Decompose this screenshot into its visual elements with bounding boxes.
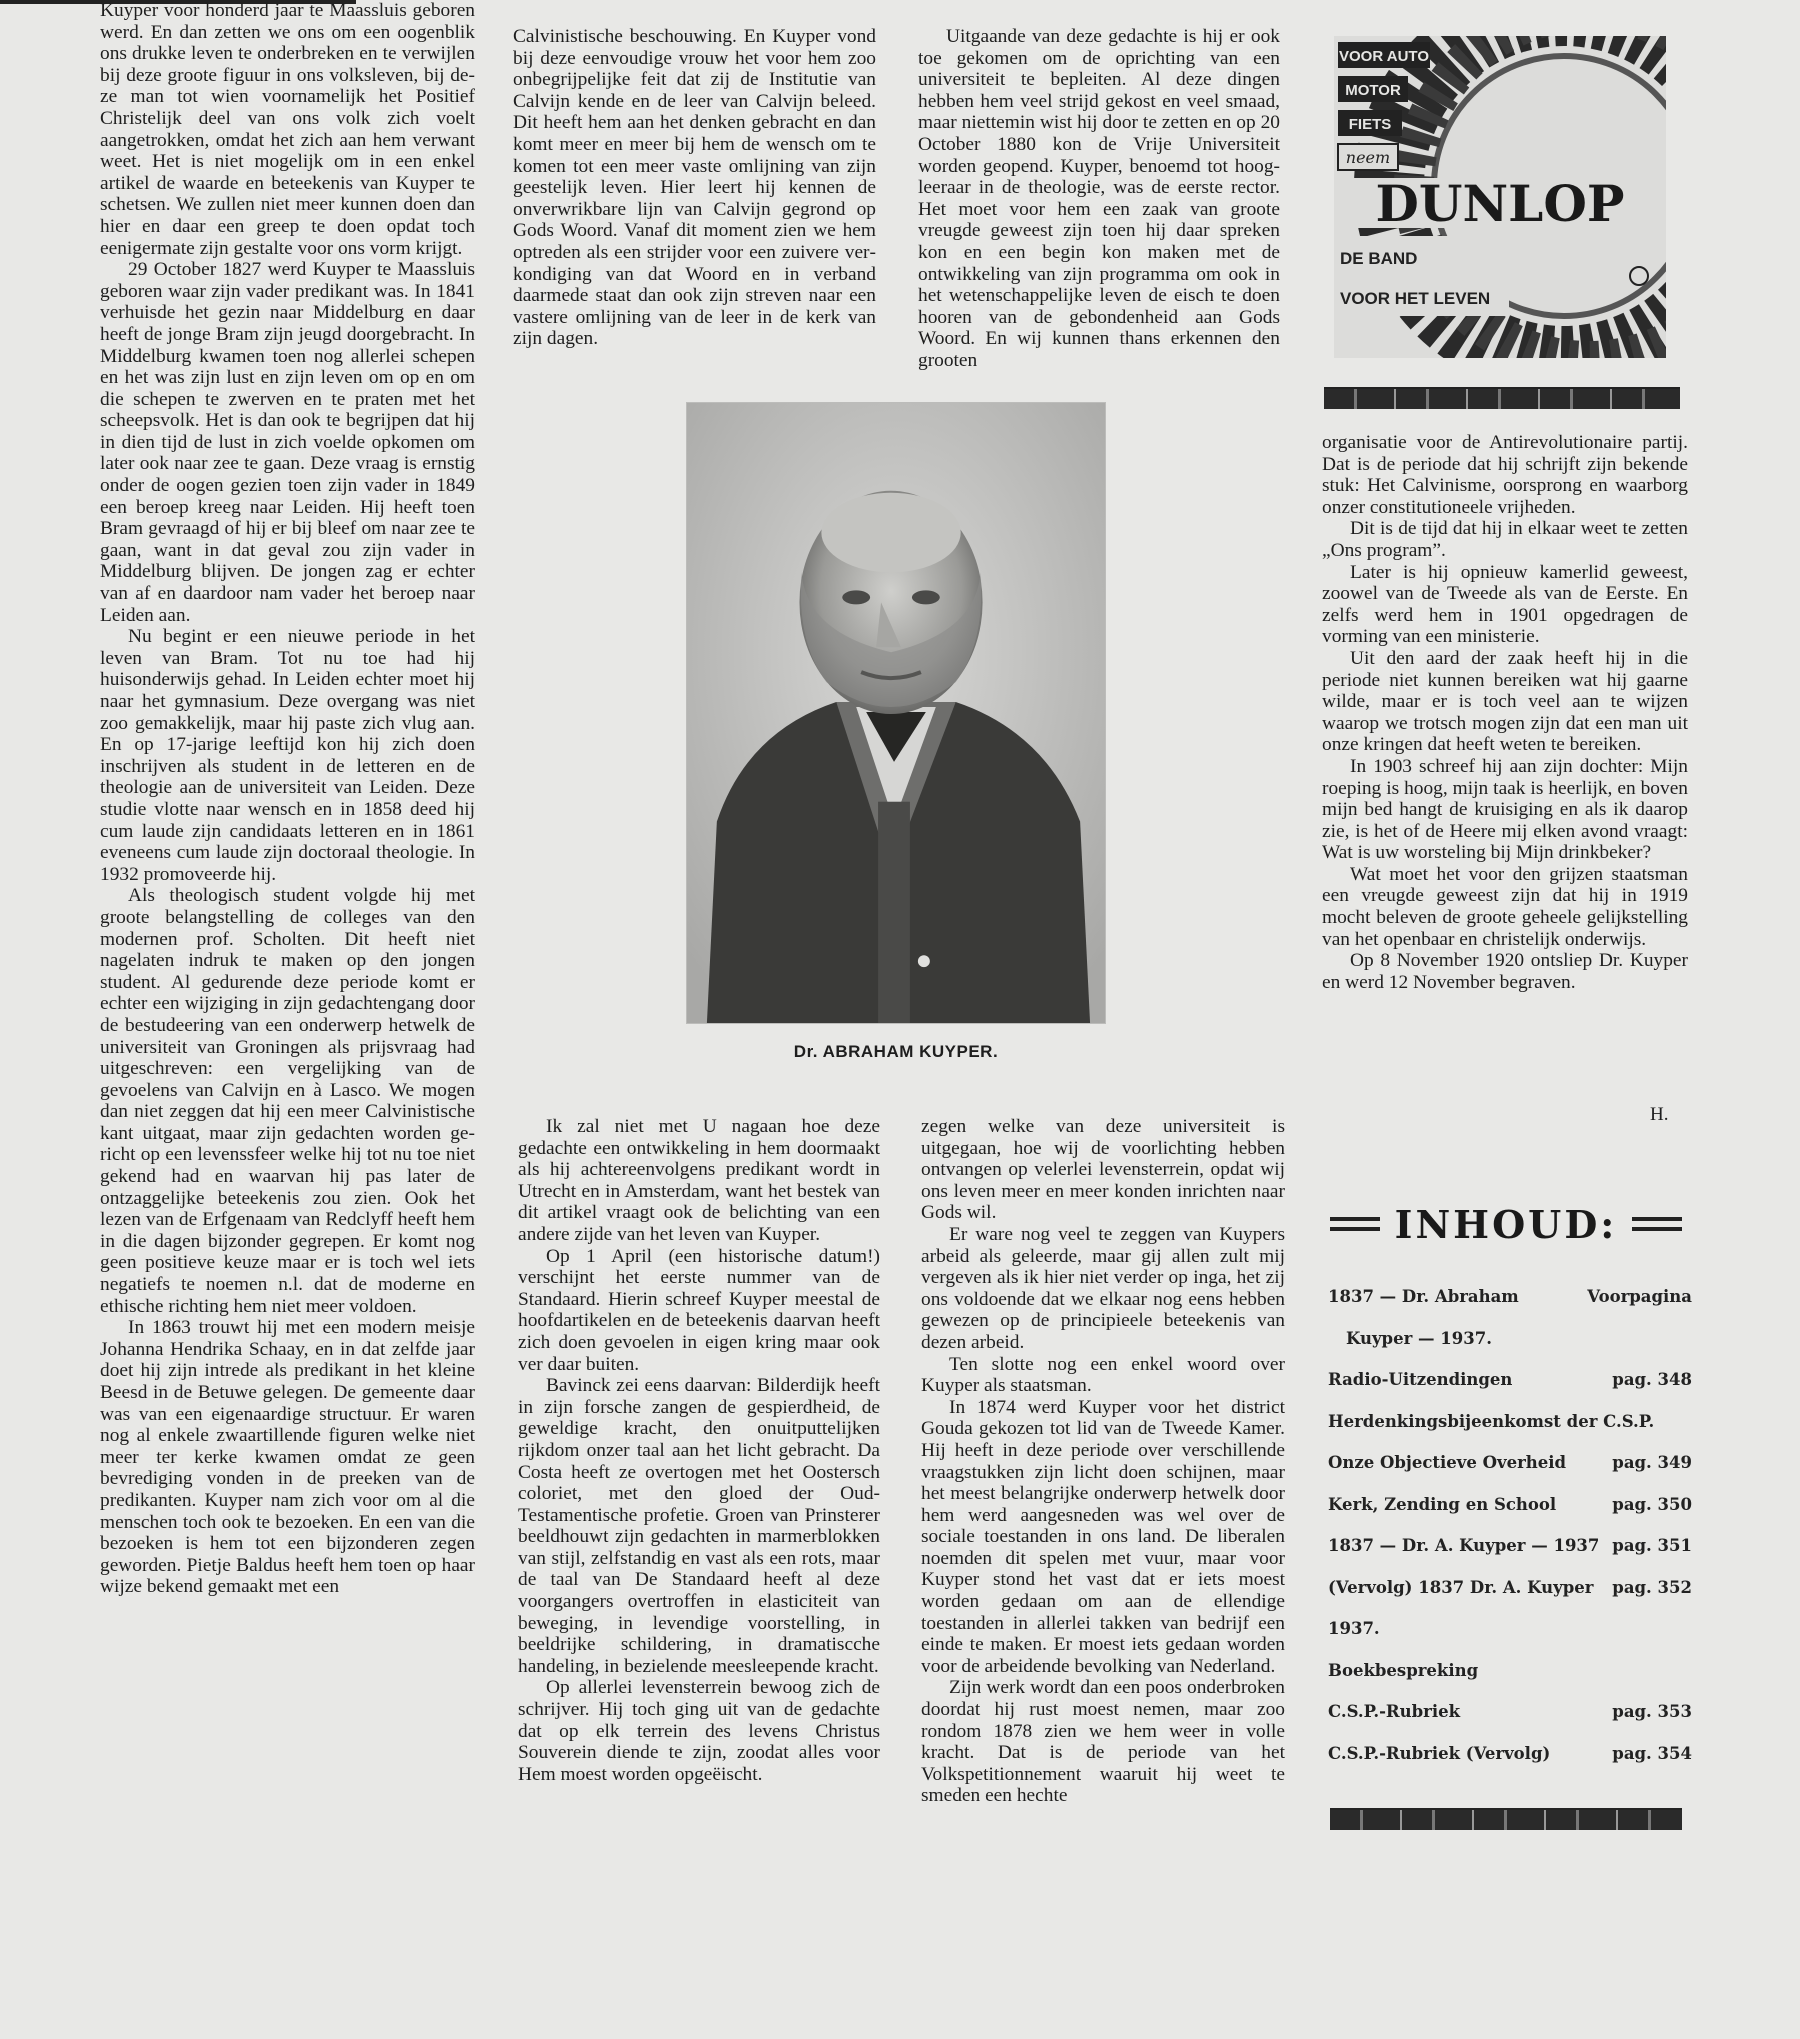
table-of-contents	[1328, 1286, 1692, 1784]
toc-label: Kerk, Zending en School	[1328, 1494, 1557, 1514]
paragraph: Uitgaande van deze gedachte is hij er ook toe gekomen om de oprichting van een universiteit te bepleiten. Al deze dingen hebben hem veel strijd gekost en veel smaad, maar niettemin wist hij door te zetten en op 20 October 1880 kon de Vrije Universiteit worden geopend. Kuyper, benoemd tot hoogleeraar in de theologie, was de eerste rector. Het moet voor hem een zaak van groote vreugde geweest zijn toen hij daar spreken kon en een begin kon maken met de ontwikkeling van zijn programma om ook in het wetenschappelijke leven de eisch te doen hooren van de gebondenheid aan Gods Woord. En wij kunnen thans erkennen den grooten	[918, 26, 1280, 371]
toc-label: Kuyper — 1937.	[1346, 1328, 1492, 1348]
divider-bar	[1330, 1808, 1682, 1830]
toc-label: Boekbespreking	[1328, 1660, 1479, 1680]
paragraph: Zijn werk wordt dan een poos onderbroken doordat hij rust moest nemen, maar zoo rondom 1878 zien we hem weer in volle kracht. Dat is de periode van het Volkspetitionnement waaruit hij weet te smeden een hechte	[921, 1677, 1285, 1807]
article-column-3-top	[918, 26, 1280, 372]
paragraph: Als theologisch student volgde hij met groote belangstelling de colleges van den modernen prof. Scholten. Dit heeft niet nagelaten indruk te maken op den jongen student. Al gedurende deze periode komt er echter een wijziging in zijn gedachtengang door de bestudeering van een onderwerp hetwelk de universiteit van Groningen als prijsvraag had uitgeschreven: een vergelijking van de gevoelens van Calvijn en à Lasco. We mogen dan niet zeggen dat hij een meer Calvinistische kant uitgaat, maar zijn gedachten worden gericht op een levenssfeer welke hij tot nu toe niet gekend had en waarvan hij pas later de ontzaggelijke beteekenis zou zien. Ook het lezen van de Erfgenaam van Redclyff heeft hem in die dagen bijzonder gegrepen. Er komt nog geen positieve keuze maar er is toch wel iets negatiefs te noemen n.l. dat de moderne en ethische richting hem niet meer voldoen.	[100, 885, 475, 1317]
contents-heading	[1330, 1201, 1682, 1247]
dunlop-advertisement	[1334, 36, 1666, 358]
paragraph: In 1903 schreef hij aan zijn dochter: Mijn roeping is hoog, mijn taak is heerlijk, en boven mijn bed hangt de kruisiging en als ik daarop zie, is het of de Heere mij elken avond vraagt: Wat is uw worsteling bij Mijn drinkbeker?	[1322, 755, 1688, 864]
toc-page: Voorpagina	[1587, 1287, 1692, 1306]
toc-label: C.S.P.-Rubriek	[1328, 1702, 1461, 1721]
paragraph: 29 October 1827 werd Kuyper te Maassluis geboren waar zijn vader predikant was. In 1841 verhuisde het gezin naar Middelburg en daar heeft de jonge Bram zijn jeugd doorgebracht. In Middelburg kwamen toen nog allerlei schepen en het was zijn lust en zijn leven om op en om die schepen te zwerven en te praten met het scheepsvolk. Het is dan ook te begrijpen dat hij in dien tijd de lust in zich voelde opkomen om later ook naar zee te gaan. Deze vraag is ernstig onder de oogen gezien toen zijn vader in 1849 een beroep kreeg naar Leiden. Hij heeft toen Bram gevraagd of hij er bij bleef om naar zee te gaan, want in dat geval zou zijn vader in Middelburg blijven. De jongen zag er echter van af en daardoor nam vader het beroep naar Leiden aan.	[100, 259, 475, 626]
paragraph: Uit den aard der zaak heeft hij in die periode niet kunnen bereiken wat hij gaarne wilde, maar er is toch veel aan te wijzen waarop we trotsch mogen zijn dat een man uit onze kringen dat heeft weten te bereiken.	[1322, 647, 1688, 756]
dunlop-ad-graphic	[1334, 36, 1666, 358]
toc-row	[1328, 1494, 1692, 1536]
paragraph: Later is hij opnieuw kamerlid geweest, zoowel van de Tweede als van de Eerste. En zelfs werd hem in 1901 opgedragen de vorming van een ministerie.	[1322, 561, 1688, 648]
paragraph: Calvinistische beschouwing. En Kuyper vond bij deze eenvoudige vrouw het voor hem zoo onbegrijpelijke feit dat zij de Institutie van Calvijn kende en de leer van Calvijn beleed. Dit heeft hem aan het denken gebracht en dan komt meer en meer bij hem de wensch om te komen tot een meer vaste omlijning van zijn geestelijk leven. Hier leert hij kennen de onverwrikbare lijn van Calvijn gegrond op Gods Woord. Vanaf dit moment zien we hem optreden als een strijder voor een zuivere verkondiging van dat Woord en in verband daarmede staat dan ook zijn streven naar een vastere omlijning van de leer in de kerk van zijn dagen.	[513, 26, 876, 350]
ad-tagline-2: VOOR HET LEVEN	[1340, 289, 1491, 308]
toc-label: Herdenkingsbijeenkomst der C.S.P.	[1328, 1411, 1655, 1431]
paragraph: Bavinck zei eens daarvan: Bilderdijk heeft in zijn forsche zangen de gespierdheid, de geweldige kracht, den onuitputtelijken rijkdom onzer taal aan het licht gebracht. Da Costa heeft ze overtogen met het Oostersch coloriet, met den gloed der Oud-Testamentische profetie. Groen van Prinsterer beeldhouwt zijn gedachten in marmerblokken van stijl, zelfstandig en vast als een rots, maar de taal van De Standaard heeft al deze voorgangers overtroffen in elasticiteit van beweging, in levendige voorstelling, in beeldrijke schildering, in dramatiscche handeling, in bezielende meesleepende kracht.	[518, 1375, 880, 1677]
ad-script: neem	[1345, 148, 1391, 167]
toc-row	[1328, 1369, 1692, 1411]
toc-row	[1328, 1411, 1692, 1453]
toc-label: 1837 — Dr. A. Kuyper — 1937	[1328, 1536, 1600, 1555]
toc-page: pag. 354	[1612, 1743, 1692, 1763]
article-column-4	[1322, 432, 1688, 993]
toc-row	[1328, 1286, 1692, 1328]
toc-page: pag. 352	[1612, 1577, 1692, 1597]
author-signature: H.	[1650, 1104, 1669, 1125]
heading-bar-right	[1632, 1217, 1682, 1231]
ad-line-2: MOTOR	[1345, 82, 1401, 99]
toc-label: 1837 — Dr. Abraham	[1328, 1287, 1519, 1306]
paragraph: Op allerlei levensterrein bewoog zich de schrijver. Hij toch ging uit van de gedachte dat op elk terrein des levens Christus Souverein diende te zijn, zoodat alles voor Hem moest worden opgeëischt.	[518, 1677, 880, 1785]
toc-page: pag. 353	[1612, 1702, 1692, 1721]
photo-caption: Dr. ABRAHAM KUYPER.	[793, 1042, 999, 1061]
paragraph: Ik zal niet met U nagaan hoe deze gedachte een ontwikkeling in hem doormaakt als hij achtereenvolgens predikant wordt in Utrecht en in Amsterdam, want het bestek van dit artikel vraagt ook de belichting van een andere zijde van het leven van Kuyper.	[518, 1116, 880, 1245]
toc-page: pag. 350	[1612, 1494, 1692, 1514]
ad-line-3: FIETS	[1348, 116, 1392, 133]
toc-label: Onze Objectieve Overheid	[1328, 1453, 1567, 1472]
contents-title: INHOUD:	[1394, 1201, 1618, 1247]
paragraph: Op 1 April (een historische datum!) verschijnt het eerste nummer van de Standaard. Hierin schreef Kuyper meestal de hoofdartikelen en de beteekenis daarvan heeft zich doen gevoelen in eigen kring maar ook ver daar buiten.	[518, 1245, 880, 1375]
paragraph: Op 8 November 1920 ontsliep Dr. Kuyper en werd 12 November begraven.	[1322, 950, 1688, 993]
ad-tagline-1: DE BAND	[1340, 249, 1418, 268]
portrait-photo	[686, 402, 1106, 1024]
toc-row	[1328, 1328, 1692, 1370]
toc-label: Radio-Uitzendingen	[1328, 1370, 1513, 1389]
toc-page: pag. 351	[1612, 1536, 1692, 1555]
ad-line-1: VOOR AUTO	[1338, 48, 1430, 65]
toc-row	[1328, 1535, 1692, 1577]
toc-row	[1328, 1701, 1692, 1743]
toc-label: (Vervolg) 1837 Dr. A. Kuyper	[1328, 1577, 1594, 1597]
toc-row	[1328, 1660, 1692, 1702]
toc-row	[1328, 1577, 1692, 1619]
toc-row	[1328, 1452, 1692, 1494]
portrait-image	[687, 403, 1105, 1023]
paragraph: In 1863 trouwt hij met een modern meisje Johanna Hendrika Schaay, en in dat zelfde jaar doet hij zijn intrede als predikant in het kleine Beesd in de Betuwe gelegen. De gemeente daar was van een eigenaardige structuur. Er waren nog al enkele zwaartillende figuren welke niet meer ter kerke kwamen omdat ze geen bevrediging vonden in de preeken van de predikanten. Kuyper nam zich voor om al die menschen toch ook te bezoeken. En een van die bezoeken is hem tot een bijzonderen zegen geworden. Pietje Baldus heeft hem toen op haar wijze bekend gemaakt met een	[100, 1317, 475, 1598]
toc-page: pag. 349	[1612, 1453, 1692, 1472]
heading-bar-left	[1330, 1217, 1380, 1231]
paragraph: Er ware nog veel te zeggen van Kuypers arbeid als geleerde, maar gij allen zult mij vergeven als ik hier niet verder op inga, het zij ons voldoende dat we elkaar nog eens hebben gewezen op de principieele beteekenis van dezen arbeid.	[921, 1223, 1285, 1353]
toc-label: 1937.	[1328, 1619, 1380, 1638]
paragraph: Dit is de tijd dat hij in elkaar weet te zetten „Ons program”.	[1322, 518, 1688, 561]
toc-page: pag. 348	[1612, 1370, 1692, 1389]
article-column-2-top	[513, 26, 876, 350]
toc-row	[1328, 1743, 1692, 1785]
ad-brand: DUNLOP	[1375, 174, 1625, 233]
paragraph: organisatie voor de Antirevolutionaire partij. Dat is de periode dat hij schrijft zijn bekende stuk: Het Calvinisme, oorsprong en waarborg onzer constitutioneele vrijheden.	[1322, 432, 1688, 518]
paragraph: Wat moet het voor den grijzen staatsman een vreugde geweest zijn dat hij in 1919 mocht beleven de groote geheele gelijkstelling van het openbaar en christelijk onderwijs.	[1322, 863, 1688, 950]
paragraph: Nu begint er een nieuwe periode in het leven van Bram. Tot nu toe had hij huisonderwijs gehad. In Leiden echter moet hij naar het gymnasium. Deze overgang was niet zoo gemakkelijk, maar hij paste zich vlug aan. En op 17-jarige leeftijd kon hij zich doen inschrijven als student in de letteren en de theologie aan de universiteit van Leiden. Deze studie vlotte naar wensch en in 1858 deed hij cum laude zijn candidaats letteren en in 1861 eveneens cum laude zijn doctoraal theologie. In 1932 promoveerde hij.	[100, 626, 475, 885]
toc-row	[1328, 1618, 1692, 1660]
divider-bar	[1324, 387, 1680, 409]
paragraph: zegen welke van deze universiteit is uitgegaan, hoe wij de voorlichting hebben ontvangen op velerlei levensterrein, opdat wij ons leven meer en meer konden inrichten naar Gods wil.	[921, 1116, 1285, 1224]
toc-label: C.S.P.-Rubriek (Vervolg)	[1328, 1743, 1551, 1763]
paragraph: Ten slotte nog een enkel woord over Kuyper als staatsman.	[921, 1353, 1285, 1397]
paragraph: In 1874 werd Kuyper voor het district Gouda gekozen tot lid van de Tweede Kamer. Hij heeft in deze periode over verschillende vraagstukken zijn licht doen schijnen, maar het meest belangrijke onderwerp hetwelk door hem werd aangesneden was wel over de sociale toestanden in ons land. De liberalen noemden dit spelen met vuur, maar voor Kuyper stond het vast dat er iets moest worden gedaan om aan de ellendige toestanden in allerlei takken van bedrijf een einde te maken. Er moest iets gedaan worden voor de arbeidende bevolking van Nederland.	[921, 1396, 1285, 1677]
paragraph: Kuyper voor honderd jaar te Maassluis geboren werd. En dan zetten we ons om een oogenblik ons drukke leven te onderbreken en te verwijlen bij deze groote figuur in ons volksleven, bij deze man tot wien voornamelijk het Positief Christelijk deel van ons volk zich voelt aangetrokken, omdat het zich aan hem verwant weet. Het is niet mogelijk om in een enkel artikel de waarde en beteekenis van Kuyper te schetsen. We zullen niet meer kunnen doen dan hier en daar een greep te doen opdat toch eenigermate zijn gestalte voor ons vorm krijgt.	[100, 0, 475, 259]
article-column-2-bottom	[518, 1116, 880, 1785]
article-column-3-bottom	[921, 1116, 1285, 1807]
article-column-1	[100, 0, 475, 1598]
